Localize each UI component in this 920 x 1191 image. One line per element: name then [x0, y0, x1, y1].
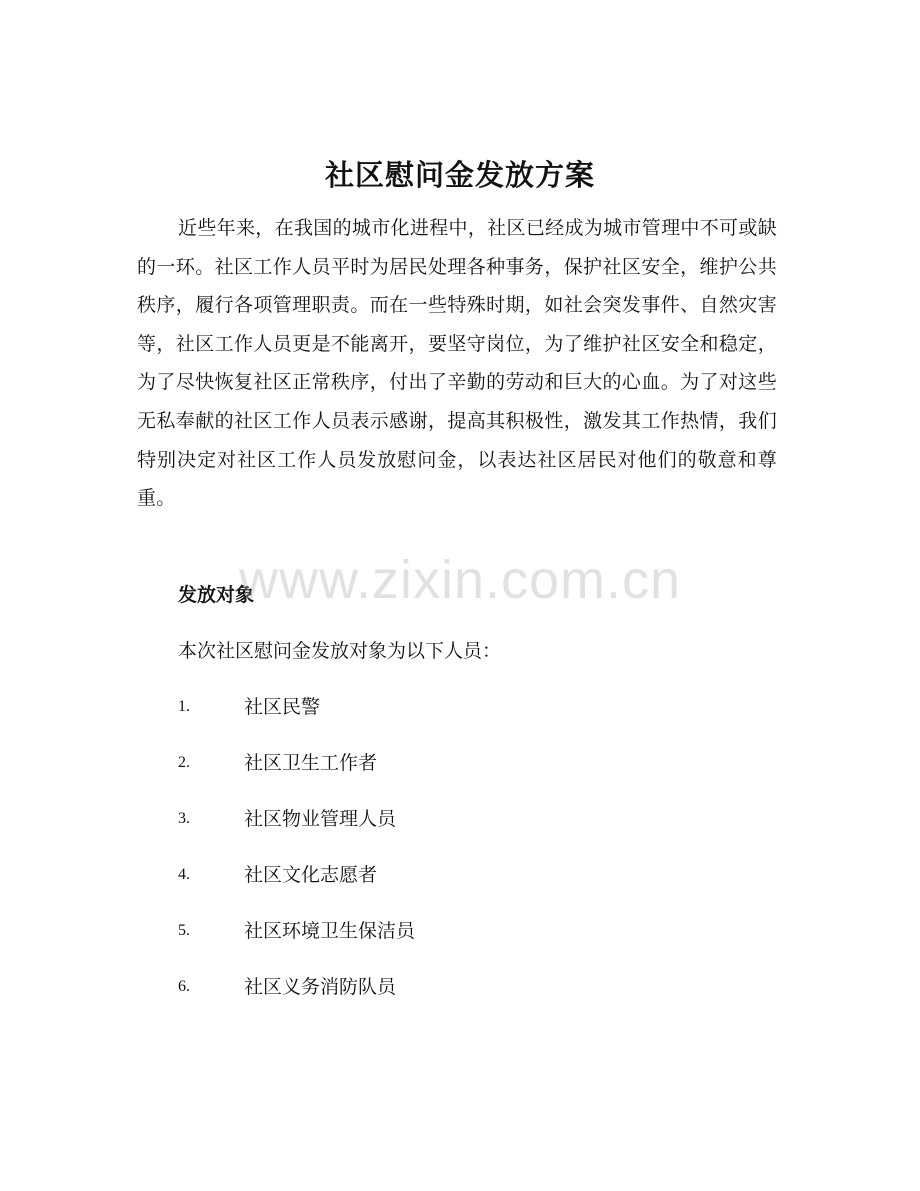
list-item-label: 社区环境卫生保洁员: [244, 920, 416, 942]
document-title: 社区慰问金发放方案: [324, 158, 595, 192]
list-item-number: 1.: [178, 698, 190, 715]
list-item-label: 社区义务消防队员: [244, 976, 397, 998]
list-item-label: 社区民警: [244, 696, 321, 718]
list-item-number: 2.: [178, 754, 190, 771]
watermark: www.zixin.com.cn: [238, 550, 682, 610]
lead-sentence: 本次社区慰问金发放对象为以下人员：: [178, 640, 502, 662]
list-item-number: 5.: [178, 922, 190, 939]
list-item-label: 社区物业管理人员: [244, 808, 397, 830]
list-item-label: 社区卫生工作者: [244, 752, 378, 774]
list-item-number: 4.: [178, 866, 190, 883]
section-heading: 发放对象: [178, 584, 255, 606]
intro-paragraph: 近些年来，在我国的城市化进程中，社区已经成为城市管理中不可或缺的一环。社区工作人员平时为居民处理各种事务，保护社区安全，维护公共秩序，履行各项管理职责。而在一些特殊时期，如社会突发事件、自然灾害等，社区工作人员更是不能离开，要坚守岗位，为了维护社区安全和稳定，为了尽快恢复社区正常秩序，付出了辛勤的劳动和巨大的心血。为了对这些无私奉献的社区工作人员表示感谢，提高其积极性，激发其工作热情，我们特别决定对社区工作人员发放慰问金，以表达社区居民对他们的敬意和尊重。: [137, 217, 777, 510]
list-item-number: 6.: [178, 978, 190, 995]
list-item-number: 3.: [178, 810, 190, 827]
list-item-label: 社区文化志愿者: [244, 864, 378, 886]
